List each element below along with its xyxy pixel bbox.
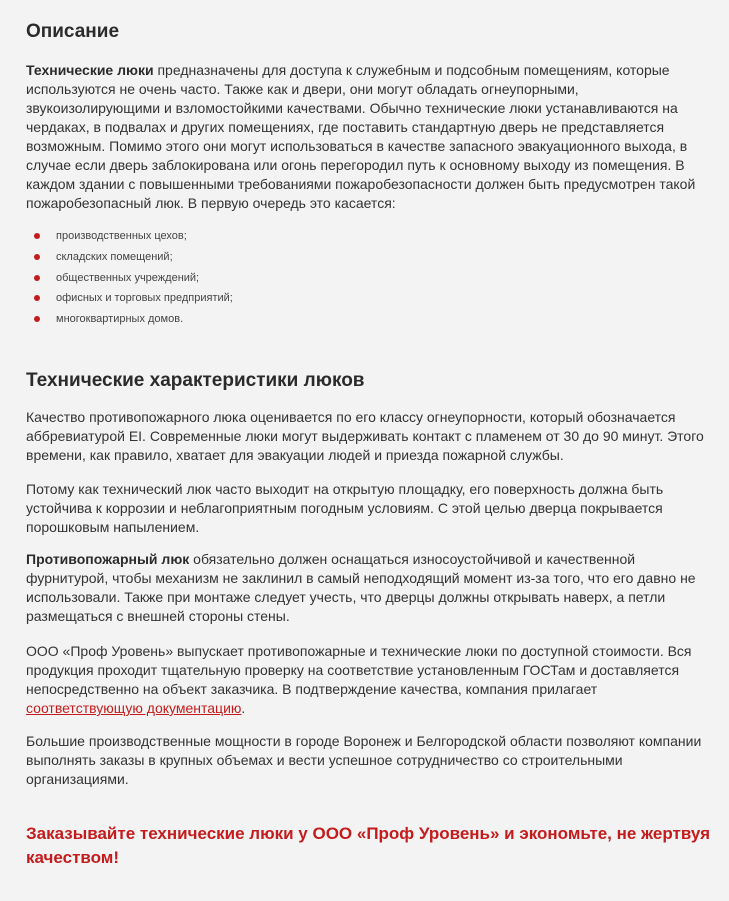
specs-paragraph-hardware <box>26 550 711 626</box>
list-item-label: многоквартирных домов. <box>56 313 184 326</box>
documentation-link[interactable]: соответствующую документацию <box>26 700 242 716</box>
list-item-label: производственных цехов; <box>56 230 187 242</box>
list-item-label: общественных учреждений; <box>56 271 200 284</box>
list-item <box>34 247 233 268</box>
bold-term-technical-hatches: Технические люки <box>26 62 154 78</box>
usage-list <box>34 226 233 330</box>
list-item-label: офисных и торговых предприятий; <box>56 292 233 305</box>
specs-paragraph-fire-rating: Качество противопожарного люка оценивается по его классу огнеупорности, который обозначается аббревиатурой EI. Современные люки могут выдерживать контакт с пламенем от 30 до 90 минут. Этого времени, как правило, хватает для эвакуации людей и приезда пожарной службы. <box>26 409 704 463</box>
bullet-icon <box>34 316 40 322</box>
capacity-paragraph: Большие производственные мощности в городе Воронеж и Белгородской области позволяют компании выполнять заказы в крупных объемах и вести успешное сотрудничество со строительными организациями. <box>26 733 702 787</box>
section-title-description: Описание <box>26 21 120 42</box>
list-item <box>34 309 233 330</box>
bullet-icon <box>34 295 40 301</box>
company-paragraph-end: . <box>241 700 246 716</box>
bullet-icon <box>34 275 40 281</box>
bullet-icon <box>34 233 40 239</box>
list-item <box>34 288 233 309</box>
specs-paragraph-corrosion: Потому как технический люк часто выходит на открытую площадку, его поверхность должна быть устойчива к коррозии и неблагоприятным погодным условиям. С этой целью дверца покрывается порошковым напылением. <box>26 481 664 535</box>
specs-paragraph-hardware-text: обязательно должен оснащаться износоустойчивой и качественной фурнитурой, чтобы механизм не заклинил в самый неподходящий момент из-за того, что его давно не использовали. Также при монтаже следует учесть, что дверцы должны открывать наверх, а петли размещаться с внешней стороны стены. <box>26 551 696 624</box>
list-item <box>34 268 233 289</box>
call-to-action: Заказывайте технические люки у ООО «Проф Уровень» и экономьте, не жертвуя качеством! <box>26 824 710 867</box>
list-item-label: складских помещений; <box>56 250 173 263</box>
list-item <box>34 226 233 247</box>
bullet-icon <box>34 254 40 260</box>
company-paragraph <box>26 642 711 718</box>
description-paragraph <box>26 61 711 213</box>
bold-term-fire-hatch: Противопожарный люк <box>26 551 190 567</box>
company-paragraph-text: ООО «Проф Уровень» выпускает противопожарные и технические люки по доступной стоимости. Вся продукция проходит тщательную проверку на соответствие установленным ГОСТам и доставляется непосредственно на объект заказчика. В подтверждение качества, компания прилагает <box>26 643 692 697</box>
description-paragraph-text: предназначены для доступа к служебным и подсобным помещениям, которые используются не очень часто. Также как и двери, они могут обладать огнеупорными, звукоизолирующими и взломостойкими качествами. Обычно технические люки устанавливаются на чердаках, в подвалах и других помещениях, где поставить стандартную дверь не представляется возможным. Помимо этого они могут использоваться в качестве запасного эвакуационного выхода, в случае если дверь заблокирована или огонь перегородил путь к основному выходу из помещения. В каждом здании с повышенными требованиями пожаробезопасности должен быть предусмотрен такой пожаробезопасный люк. В первую очередь это касается: <box>26 62 696 211</box>
section-title-specs: Технические характеристики люков <box>26 370 365 391</box>
